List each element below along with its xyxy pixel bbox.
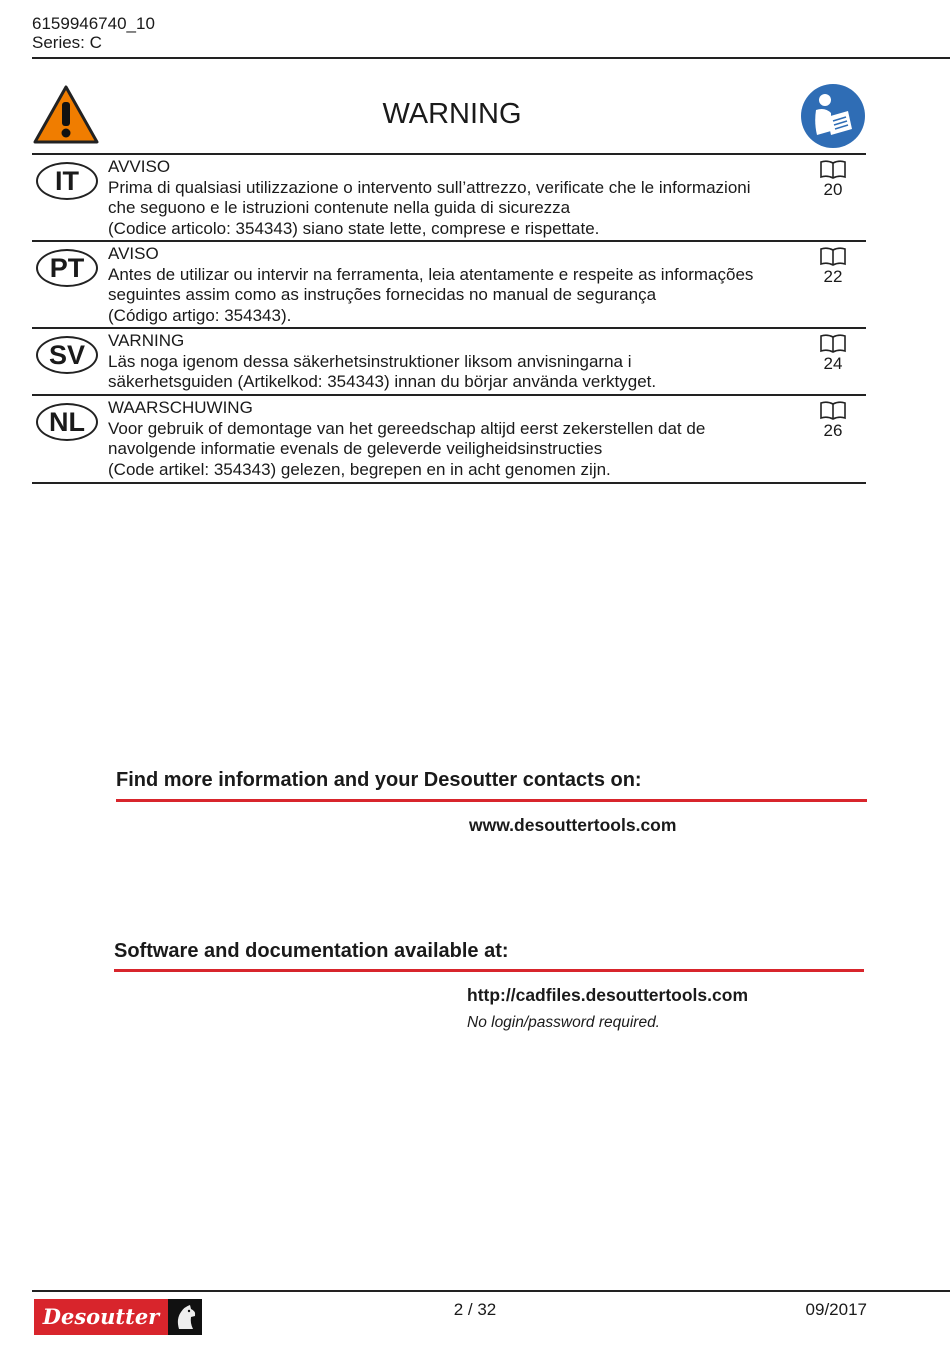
header-divider: [32, 57, 950, 59]
manual-page-reference: [818, 159, 848, 201]
language-row-it: [32, 153, 866, 241]
language-body: Prima di qualsiasi utilizzazione o intervento sull’attrezzo, verificate che le informazioni che seguono e le istruzioni contenute nella guida di sicurezza (Codice articolo: 354343) siano state lette, comprese e rispettate.: [108, 177, 751, 238]
language-row-pt: [32, 240, 866, 328]
language-text-block: [108, 398, 808, 480]
language-badge: PT: [36, 249, 98, 287]
page-number: 2 / 32: [453, 1300, 497, 1319]
desoutter-logo: [34, 1299, 168, 1335]
read-manual-icon: [800, 83, 866, 149]
language-text-block: [108, 244, 808, 326]
manual-page-reference: [818, 400, 848, 442]
language-body: Läs noga igenom dessa säkerhetsinstruktioner liksom anvisningarna i säkerhetsguiden (Artikelkod: 354343) innan du börjar använda verktyget.: [108, 351, 657, 391]
horse-head-logo-icon: [168, 1299, 202, 1335]
language-body: Antes de utilizar ou intervir na ferramenta, leia atentamente e respeite as informações seguintes assim como as instruções fornecidas no manual de segurança (Código artigo: 354343).: [108, 264, 754, 325]
open-book-icon: [820, 159, 846, 179]
language-badge: NL: [36, 403, 98, 441]
language-text-block: [108, 157, 808, 239]
language-heading: WAARSCHUWING: [108, 398, 253, 417]
manual-page-number: 20: [823, 180, 843, 199]
login-note: No login/password required.: [467, 1014, 660, 1031]
language-heading: AVVISO: [108, 157, 171, 176]
manual-page-reference: [818, 333, 848, 375]
series-label: Series: C: [32, 33, 102, 52]
document-date: 09/2017: [805, 1300, 867, 1319]
contacts-divider: [116, 799, 867, 802]
warning-title: WARNING: [382, 98, 522, 130]
open-book-icon: [820, 400, 846, 420]
language-heading: VARNING: [108, 331, 185, 350]
contacts-link[interactable]: www.desouttertools.com: [469, 815, 677, 835]
manual-page-number: 26: [823, 421, 843, 440]
language-heading: AVISO: [108, 244, 159, 263]
document-code: 6159946740_10: [32, 14, 155, 33]
software-divider: [114, 969, 864, 972]
manual-page-number: 24: [823, 354, 843, 373]
open-book-icon: [820, 246, 846, 266]
software-link[interactable]: http://cadfiles.desouttertools.com: [467, 985, 748, 1005]
manual-page-reference: [818, 246, 848, 288]
open-book-icon: [820, 333, 846, 353]
language-badge: IT: [36, 162, 98, 200]
footer-divider: [32, 1290, 950, 1292]
manual-page-number: 22: [823, 267, 843, 286]
software-heading: Software and documentation available at:: [114, 940, 509, 962]
language-row-sv: [32, 327, 866, 395]
language-body: Voor gebruik of demontage van het gereedschap altijd eerst zekerstellen dat de navolgende informatie evenals de geleverde veiligheidsinstructies (Code artikel: 354343) gelezen, begrepen en in acht genomen zijn.: [108, 418, 706, 479]
language-row-nl: [32, 394, 866, 484]
language-badge: SV: [36, 336, 98, 374]
contacts-heading: Find more information and your Desoutter contacts on:: [116, 769, 642, 791]
logo-wordmark: Desoutter: [42, 1304, 160, 1329]
language-text-block: [108, 331, 808, 393]
